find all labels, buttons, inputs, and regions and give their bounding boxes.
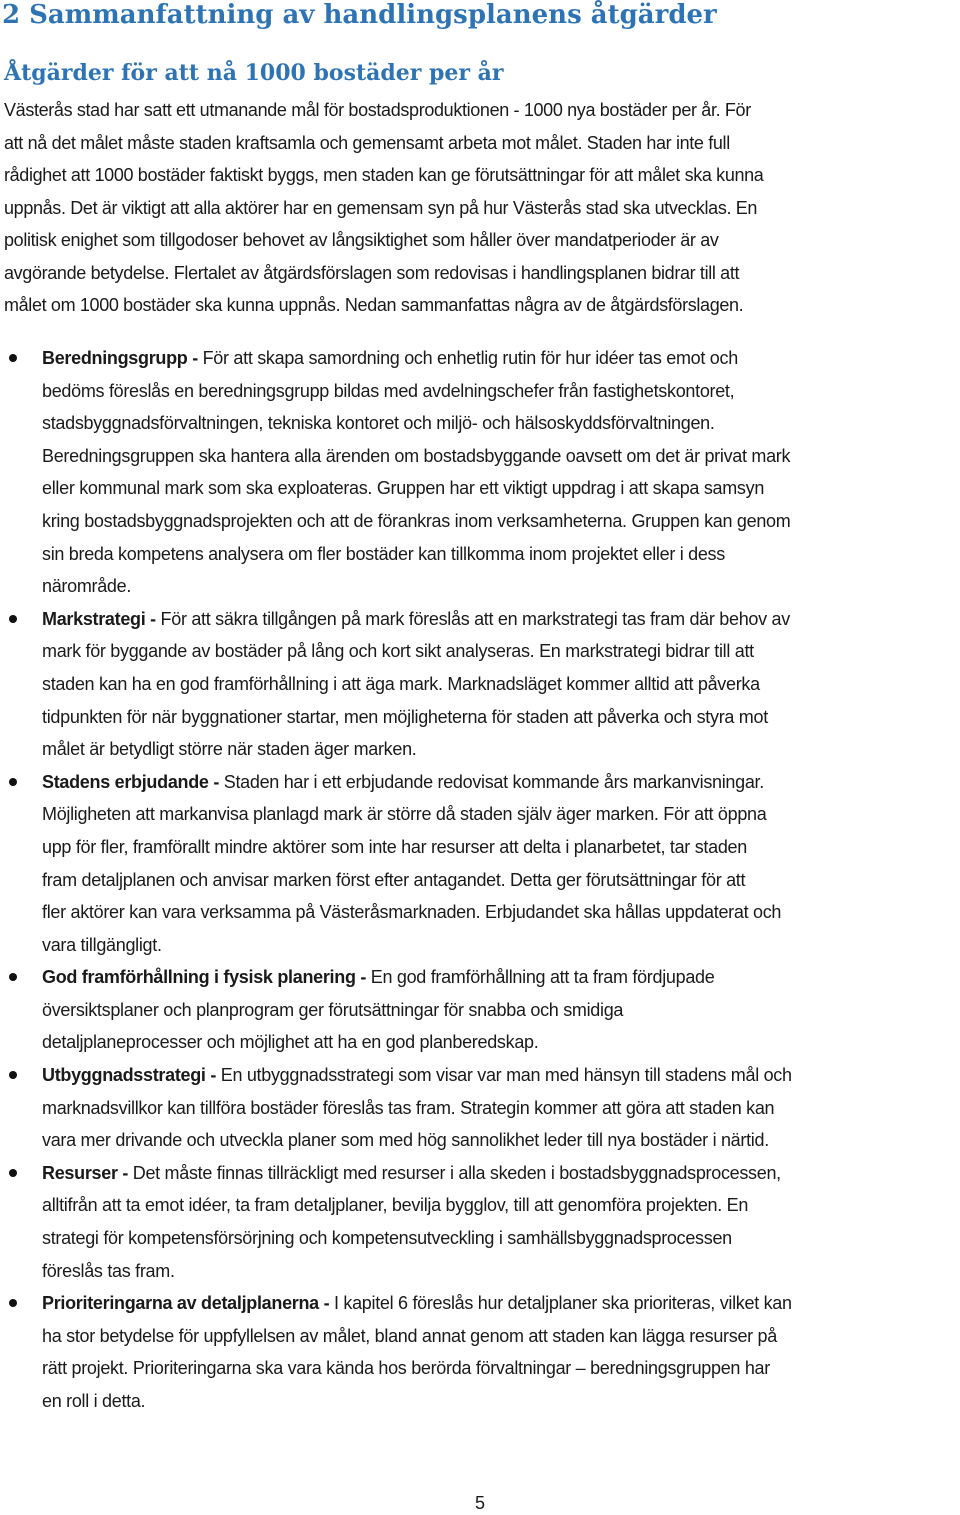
bullet-line: vara mer drivande och utveckla planer som med hög sannolikhet leder till nya bostäder i närtid. [42,1130,769,1151]
bullet-text: För att säkra tillgången på mark föreslås att en markstrategi tas fram där behov av [155,608,790,629]
bullet-icon [9,354,17,362]
bullet-first-line [42,1059,960,1092]
bullet-line: alltifrån att ta emot idéer, ta fram detaljplaner, bevilja bygglov, till att genomföra projekten. En [42,1195,749,1216]
page-number: 5 [474,1493,485,1513]
bullet-line: staden kan ha en god framförhållning i att äga mark. Marknadsläget kommer alltid att påverka [42,673,760,694]
section-heading: Åtgärder för att nå 1000 bostäder per år [4,60,504,86]
bullet-line: tidpunkten för när byggnationer startar, men möjligheterna för staden att påverka och styra mot [42,706,768,727]
bullet-icon [9,1169,17,1177]
bullet-line: upp för fler, framförallt mindre aktörer som inte har resurser att delta i planarbetet, tar staden [42,836,747,857]
list-item-stadens-erbjudande [0,766,960,962]
bullet-title: Utbyggnadsstrategi - [42,1065,217,1086]
bullet-first-line [42,961,960,994]
bullet-text: En utbyggnadsstrategi som visar var man med hänsyn till stadens mål och [216,1065,792,1086]
bullet-title: Markstrategi - [42,608,156,629]
list-item-markstrategi [0,603,960,766]
bullet-first-line [42,603,960,636]
bullet-line: närområde. [42,576,132,597]
intro-line: rådighet att 1000 bostäder faktiskt byggs, men staden kan ge förutsättningar för att målet ska kunna [4,165,764,185]
bullet-text: Staden har i ett erbjudande redovisat kommande års markanvisningar. [219,771,764,792]
measures-list [0,342,960,1418]
bullet-icon [9,1071,17,1079]
bullet-line: Möjligheten att markanvisa planlagd mark är större då staden själv äger marken. För att öppna [42,804,767,825]
intro-line: Västerås stad har satt ett utmanande mål för bostadsproduktionen - 1000 nya bostäder per år. För [4,100,751,120]
bullet-line: föreslås tas fram. [42,1260,175,1281]
intro-line: målet om 1000 bostäder ska kunna uppnås. Nedan sammanfattas några av de åtgärdsförslagen. [4,295,744,315]
bullet-icon [9,778,17,786]
bullet-first-line [42,342,960,375]
bullet-line: ha stor betydelse för uppfyllelsen av målet, bland annat genom att staden kan lägga resurser på [42,1325,777,1346]
bullet-line: eller kommunal mark som ska exploateras. Gruppen har ett viktigt uppdrag i att skapa samsyn [42,478,765,499]
bullet-icon [9,973,17,981]
intro-line: politisk enighet som tillgodoser behovet av långsiktighet som håller över mandatperioder är av [4,230,719,250]
list-item-beredningsgrupp [0,342,960,603]
bullet-line: vara tillgängligt. [42,934,162,955]
bullet-icon [9,1299,17,1307]
bullet-line: sin breda kompetens analysera om fler bostäder kan tillkomma inom projektet eller i dess [42,543,725,564]
bullet-line: fram detaljplanen och anvisar marken först efter antagandet. Detta ger förutsättningar för att [42,869,746,890]
bullet-title: Prioriteringarna av detaljplanerna - [42,1293,330,1314]
list-item-utbyggnadsstrategi [0,1059,960,1157]
bullet-line: detaljplaneprocesser och möjlighet att ha en god planberedskap. [42,1032,539,1053]
intro-line: uppnås. Det är viktigt att alla aktörer har en gemensam syn på hur Västerås stad ska utvecklas. En [4,197,758,218]
intro-line: avgörande betydelse. Flertalet av åtgärdsförslagen som redovisas i handlingsplanen bidrar till att [4,262,740,283]
bullet-line: fler aktörer kan vara verksamma på Västeråsmarknaden. Erbjudandet ska hållas uppdaterat och [42,902,782,923]
bullet-title: Beredningsgrupp - [42,348,198,368]
bullet-line: målet är betydligt större när staden äger marken. [42,739,417,760]
bullet-line: mark för byggande av bostäder på lång och kort sikt analyseras. En markstrategi bidrar till att [42,641,754,662]
bullet-title: Stadens erbjudande - [42,771,220,792]
bullet-text: Det måste finnas tillräckligt med resurser i alla skeden i bostadsbyggnadsprocessen, [128,1162,781,1183]
list-item-resurser [0,1157,960,1287]
bullet-line: bedöms föreslås en beredningsgrupp bildas med avdelningschefer från fastighetskontoret, [42,380,735,401]
list-item-god-framforhallning [0,961,960,1059]
bullet-line: stadsbyggnadsförvaltningen, tekniska kontoret och miljö- och hälsoskyddsförvaltningen. [42,413,715,434]
bullet-line: strategi för kompetensförsörjning och kompetensutveckling i samhällsbyggnadsprocessen [42,1228,732,1249]
bullet-text: En god framförhållning att ta fram fördjupade [366,967,715,988]
bullet-line: marknadsvillkor kan tillföra bostäder föreslås tas fram. Strategin kommer att göra att staden kan [42,1097,775,1118]
bullet-title: God framförhållning i fysisk planering - [42,967,367,988]
bullet-icon [9,615,17,623]
bullet-first-line [42,1157,960,1190]
chapter-heading: 2 Sammanfattning av handlingsplanens åtgärder [2,0,717,30]
bullet-first-line [42,1287,960,1320]
intro-paragraph [4,94,960,322]
bullet-line: kring bostadsbyggnadsprojekten och att de förankras inom verksamheterna. Gruppen kan genom [42,510,791,531]
bullet-text: I kapitel 6 föreslås hur detaljplaner ska prioriteras, vilket kan [329,1293,792,1314]
bullet-line: Beredningsgruppen ska hantera alla ärenden om bostadsbyggande oavsett om det är privat mark [42,445,791,466]
list-item-prioriteringarna [0,1287,960,1417]
bullet-text: För att skapa samordning och enhetlig rutin för hur idéer tas emot och [197,348,738,368]
bullet-line: en roll i detta. [42,1391,146,1411]
bullet-line: rätt projekt. Prioriteringarna ska vara kända hos berörda förvaltningar – beredningsgruppen har [42,1358,770,1379]
intro-line: att nå det målet måste staden kraftsamla och gemensamt arbeta mot målet. Staden har inte full [4,132,730,153]
bullet-title: Resurser - [42,1162,129,1183]
bullet-first-line [42,766,960,799]
bullet-line: översiktsplaner och planprogram ger förutsättningar för snabba och smidiga [42,999,624,1020]
